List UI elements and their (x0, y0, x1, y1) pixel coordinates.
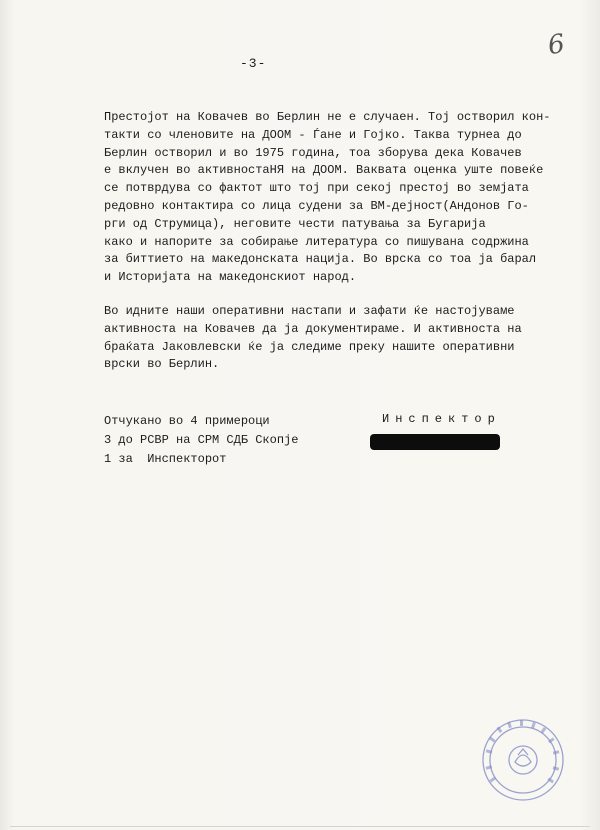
text-line: за биттието на македонската нација. Во врска со тоа ја барал (104, 252, 537, 267)
text-line: како и напорите за собирање литература со пишувана содржина (104, 234, 529, 249)
distribution-list (104, 412, 298, 469)
text-line: активноста на Ковачев да ја документираме. И активноста на (104, 321, 522, 336)
text-line: рги од Струмица), неговите чести патувања за Бугарија (104, 216, 486, 231)
text-line: такти со членовите на ДООМ - Ѓане и Гојко. Таква турнеа до (104, 127, 522, 142)
page-edge (10, 826, 590, 827)
redacted-signature (370, 434, 500, 450)
text-line: и Историјата на македонскиот народ. (104, 270, 357, 285)
paragraph-1 (104, 109, 574, 287)
text-line: Престојот на Ковачев во Берлин не е случаен. Тој остворил кон- (104, 110, 551, 124)
text-line: се потврдува со фактот што тој при секој престој во земјата (104, 181, 529, 196)
handwritten-page-mark: 6 (545, 28, 567, 62)
text-line: Берлин остворил и во 1975 година, тоа зборува дека Ковачев (104, 145, 522, 160)
text-line: браќата Јаковлевски ќе ја следиме преку нашите оперативни (104, 339, 515, 354)
signature-title: Инспектор (382, 412, 501, 426)
distribution-line: 3 до РСВР на СРМ СДБ Скопје (104, 433, 299, 447)
text-line: редовно контактира со лица судени за ВМ-дејност(Андонов Го- (104, 198, 529, 213)
page-number: -3- (240, 56, 267, 71)
text-line: Во идните наши оперативни настапи и зафати ќе настојуваме (104, 304, 515, 318)
distribution-line: 1 за Инспекторот (104, 452, 227, 466)
text-line: врски во Берлин. (104, 357, 220, 372)
distribution-line: Отчукано во 4 примероци (104, 414, 270, 428)
official-stamp-icon (478, 715, 568, 805)
paragraph-2 (104, 303, 574, 374)
text-line: е вклучен во активностаНЯ на ДООМ. Ваквата оценка уште повеќе (104, 163, 544, 178)
